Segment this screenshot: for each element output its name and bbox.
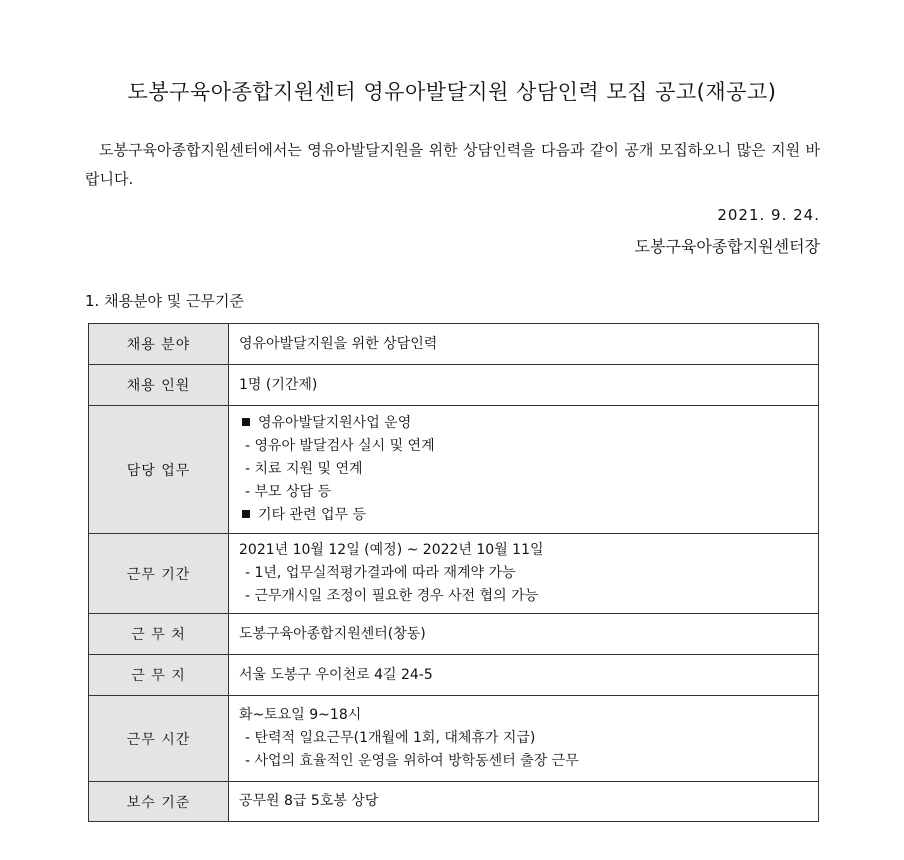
row-content [229,655,819,696]
table-row [89,365,819,406]
row-content [229,614,819,655]
bullet-line [239,504,818,527]
line-text: 기타 관련 업무 등 [258,507,367,523]
signer-name: 도봉구육아종합지원센터장 [634,237,820,256]
line-text: - 부모 상담 등 [245,484,332,500]
line-text: 2021년 10월 12일 (예정) ~ 2022년 10월 11일 [239,542,544,558]
row-header: 근 무 지 [89,655,229,696]
bullet-line [239,412,818,435]
line-text: 영유아발달지원사업 운영 [258,415,412,431]
section-heading: 1. 채용분야 및 근무기준 [85,292,245,310]
content-line [239,704,818,727]
row-header: 근무 기간 [89,534,229,614]
row-header: 채용 분야 [89,324,229,365]
row-content [229,696,819,782]
line-text: 도봉구육아종합지원센터(창동) [239,625,426,642]
line-text: - 근무개시일 조정이 필요한 경우 사전 협의 가능 [245,588,539,604]
intro-paragraph: 도봉구육아종합지원센터에서는 영유아발달지원을 위한 상담인력을 다음과 같이 공개 모집하오니 많은 지원 바랍니다. [85,141,820,188]
row-header: 근 무 처 [89,614,229,655]
line-text: 화~토요일 9~18시 [239,707,362,723]
line-text: - 영유아 발달검사 실시 및 연계 [245,438,435,454]
document-title: 도봉구육아종합지원센터 영유아발달지원 상담인력 모집 공고(재공고) [127,80,777,104]
sub-item-line [239,585,818,608]
recruitment-table [88,323,819,822]
line-text: 서울 도봉구 우이천로 4길 24-5 [239,666,433,683]
sub-item-line [239,562,818,585]
table-row [89,406,819,534]
sub-item-line [239,435,818,458]
table-row [89,614,819,655]
content-line [239,539,818,562]
row-content [229,782,819,822]
content-line [239,664,818,687]
line-text: 1명 (기간제) [239,376,318,393]
row-header: 담당 업무 [89,406,229,534]
sub-item-line [239,481,818,504]
row-content [229,534,819,614]
content-line [239,790,818,813]
table-row [89,324,819,365]
square-bullet-icon [242,418,250,426]
row-content [229,406,819,534]
square-bullet-icon [242,510,250,518]
row-header: 보수 기준 [89,782,229,822]
content-line [239,333,818,356]
row-header: 채용 인원 [89,365,229,406]
content-line [239,623,818,646]
line-text: - 치료 지원 및 연계 [245,461,363,477]
row-content [229,324,819,365]
line-text: - 사업의 효율적인 운영을 위하여 방학동센터 출장 근무 [245,753,579,769]
row-header: 근무 시간 [89,696,229,782]
table-row [89,782,819,822]
row-content [229,365,819,406]
sub-item-line [239,750,818,773]
line-text: - 탄력적 일요근무(1개월에 1회, 대체휴가 지급) [245,730,536,746]
table-row [89,696,819,782]
table-row [89,655,819,696]
table-row [89,534,819,614]
line-text: - 1년, 업무실적평가결과에 따라 재계약 가능 [245,565,516,581]
line-text: 공무원 8급 5호봉 상당 [239,793,379,809]
content-line [239,374,818,397]
sub-item-line [239,727,818,750]
announcement-date: 2021. 9. 24. [717,206,820,224]
sub-item-line [239,458,818,481]
line-text: 영유아발달지원을 위한 상담인력 [239,335,438,352]
